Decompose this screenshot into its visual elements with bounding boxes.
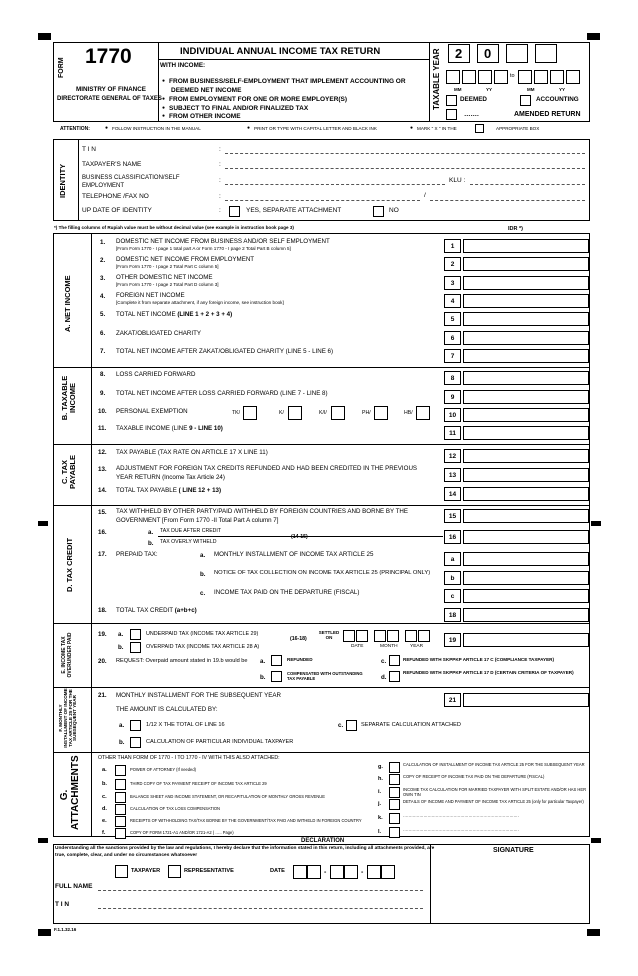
attachment-label: INCOME TAX CALCULATION FOR MARRIED TAXPAYER WITH SPLIT ESTATE AND/OR HAS HER OWN TIN [403, 787, 587, 797]
deemed-label: DEEMED [460, 96, 487, 103]
option-letter: b. [200, 571, 206, 578]
registration-mark [591, 521, 601, 526]
update-no-label: NO [389, 207, 399, 214]
line16a-label: TAX DUE AFTER CREDIT [160, 528, 222, 534]
attachment-letter: b. [102, 781, 107, 787]
amended-checkbox[interactable] [446, 109, 457, 120]
attachment-checkbox[interactable] [115, 816, 126, 827]
attachment-letter: h. [378, 776, 383, 782]
attachment-label: …………………………………………………………………………. [403, 813, 519, 818]
installment-c-checkbox[interactable] [346, 720, 357, 731]
income-bullet: ● FROM BUSINESS/SELF-EMPLOYMENT THAT IMPLEMENT ACCOUNTING OR [162, 79, 406, 86]
underpaid-checkbox[interactable] [130, 629, 141, 640]
section-tax-credit: D. TAX CREDIT [65, 537, 74, 592]
update-yes-label: YES, SEPARATE ATTACHMENT [246, 207, 342, 214]
attention-item: ● MARK " X " IN THE [410, 127, 457, 132]
attachment-letter: e. [102, 818, 107, 824]
line-number: 11. [98, 425, 107, 432]
declaration-text: Understanding all the sanctions provided by the law and regulations, I hereby declare that the information stated in this return, including all attachments provided, are [55, 846, 435, 851]
line-number-box: 18 [444, 608, 461, 622]
line-number-box: 13 [444, 468, 461, 482]
refund-17d-checkbox[interactable] [389, 671, 400, 682]
attachment-label: THIRD COPY OF TAX PAYMENT RECEIPT OF INCOME TAX ARTICLE 29 [130, 781, 267, 786]
line-number: 16. [98, 529, 107, 536]
line-number: 6. [100, 330, 106, 337]
date-separator: - [361, 869, 364, 876]
update-identity-label: UP DATE OF IDENTITY [82, 207, 152, 214]
year-digit-box[interactable] [506, 44, 528, 63]
line9-label: TOTAL NET INCOME AFTER LOSS CARRIED FORWARD (LINE 7 - LINE 8) [116, 390, 328, 397]
option-letter: a. [260, 658, 266, 665]
option-letter: a. [118, 631, 124, 638]
amount-field[interactable] [463, 608, 589, 622]
line-number-box: 11 [444, 426, 461, 440]
colon: : [219, 146, 221, 153]
telephone-field[interactable] [225, 200, 420, 201]
line-number-box: 14 [444, 487, 461, 501]
year-digit: 2 [455, 46, 463, 61]
telephone-label: TELEPHONE /FAX NO [82, 193, 149, 200]
line-number: 2. [100, 257, 106, 264]
attachment-label: CALCULATION OF TAX LOSS COMPENSATION [130, 806, 221, 811]
attachment-checkbox[interactable] [389, 762, 400, 773]
ptkp-label: TK/ [232, 410, 241, 416]
line11-formula: 9 - LINE 10) [189, 425, 223, 432]
attachment-letter: j. [378, 801, 382, 807]
attachment-letter: k. [378, 815, 383, 821]
settled-year-box[interactable] [405, 630, 417, 642]
ptkp-label: K/I/ [319, 410, 327, 416]
representative-checkbox[interactable] [168, 865, 181, 878]
line-number-box: 5 [444, 312, 461, 326]
line-number: 1. [100, 239, 106, 246]
line11-text: TAXABLE INCOME (LINE [116, 425, 190, 432]
attachment-checkbox[interactable] [389, 813, 400, 824]
ptkp-label: K/ [279, 410, 284, 416]
line-number-box: 3 [444, 276, 461, 290]
line18-formula: (a+b+c) [174, 607, 197, 614]
line13-sub: YEAR RETURN (Income Tax Article 24) [116, 474, 225, 481]
settled-date-box[interactable] [343, 630, 355, 642]
month-label: MONTH [380, 644, 398, 649]
line2-label: DOMESTIC NET INCOME FROM EMPLOYMENT [116, 256, 255, 263]
ptkp-box[interactable] [416, 406, 430, 420]
footer-code: F.1.1.32.16 [54, 927, 77, 932]
date-label: DATE [351, 644, 364, 649]
period-label: YY [559, 87, 566, 92]
line13-label: ADJUSTMENT FOR FOREIGN TAX CREDITS REFUNDED AND HAD BEEN CREDITED IN THE PREVIOUS [116, 465, 418, 472]
line-number-box: 7 [444, 349, 461, 363]
line-number: 13. [98, 466, 107, 473]
line21-label: MONTHLY INSTALLMENT FOR THE SUBSEQUENT YEAR [116, 692, 281, 699]
line-number: 8. [100, 371, 106, 378]
full-name-field[interactable] [98, 890, 423, 891]
option-letter: b. [260, 674, 266, 681]
section-attachments: G. ATTACHMENTS [59, 755, 81, 830]
attention-item: APPROPRIATE BOX [496, 126, 540, 131]
line16-formula: (14-15) [291, 534, 308, 540]
attachment-label: COPY OF FORM 1721-A1 AND/OR 1721-A2 ( ….. Page) [130, 830, 234, 835]
business-class-label: BUSINESS CLASSIFICATION/SELF EMPLOYMENT [82, 175, 180, 189]
attachment-letter: l. [378, 829, 382, 835]
refund-17c-label: REFUNDED WITH SKPPKP ARTICLE 17 C (COMPLIANCE TAXPAYER) [403, 657, 555, 662]
amended-label: AMENDED RETURN [514, 111, 581, 118]
year-digit: 0 [484, 46, 492, 61]
settled-month-box[interactable] [387, 630, 399, 642]
installment-b-label: CALCULATION OF PARTICULAR INDIVIDUAL TAXPAYER [146, 739, 294, 745]
taxpayer-name-label: TAXPAYER'S NAME [82, 161, 142, 168]
slash: / [424, 192, 426, 199]
update-no-checkbox[interactable] [373, 206, 384, 217]
line-number-box: 2 [444, 257, 461, 271]
ptkp-box[interactable] [288, 406, 302, 420]
date-label: DATE [270, 868, 285, 874]
line5-formula: (LINE 1 + 2 + 3 + 4) [177, 311, 233, 318]
date-separator: - [324, 869, 327, 876]
form-label: FORM [58, 57, 65, 78]
period-label: MM [527, 87, 535, 92]
amount-field[interactable] [463, 276, 589, 290]
attachment-label: …………………………………………………………………………. [403, 827, 519, 832]
line17c-label: INCOME TAX PAID ON THE DEPARTURE (FISCAL) [214, 589, 360, 596]
ministry-name: MINISTRY OF FINANCE [76, 86, 146, 93]
period-box[interactable] [566, 70, 580, 84]
line17-label: PREPAID TAX: [116, 551, 158, 558]
tin-label: T I N [82, 146, 96, 153]
update-yes-checkbox[interactable] [229, 206, 240, 217]
amount-field[interactable] [463, 571, 589, 585]
line2-sub: [From Form 1770 - I page 2 Total Part C column 5] [116, 264, 219, 269]
section-over-under-paid: E. INCOME TAX OVERUNDER PAID [61, 632, 73, 678]
line1-label: DOMESTIC NET INCOME FROM BUSINESS AND/OR SELF EMPLOYMENT [116, 238, 330, 245]
line-number-box: 16 [444, 530, 461, 544]
amount-field[interactable] [463, 312, 589, 326]
line-number: 20. [98, 658, 107, 665]
ptkp-box[interactable] [331, 406, 345, 420]
line-number-box: 10 [444, 408, 461, 422]
line-number: 4. [100, 293, 106, 300]
decl-date-box[interactable] [307, 865, 321, 879]
decl-month-box[interactable] [330, 865, 344, 879]
attachment-label: BALANCE SHEET AND INCOME STATEMENT, OR RECAPITULATION OF MONTHLY GROSS REVENUE [130, 794, 325, 799]
full-name-label: FULL NAME [55, 883, 93, 890]
attachment-checkbox[interactable] [389, 787, 400, 798]
line5-text: TOTAL NET INCOME [116, 311, 178, 318]
period-label: MM [454, 87, 462, 92]
amount-field[interactable] [463, 589, 589, 603]
example-checkbox [475, 124, 484, 133]
directorate-name: DIRECTORATE GENERAL OF TAXES [57, 96, 162, 102]
option-letter: c. [200, 590, 206, 597]
option-letter: a. [200, 552, 206, 559]
amount-field[interactable] [463, 349, 589, 363]
line-number-box: 12 [444, 449, 461, 463]
line-number-box: a [444, 552, 461, 566]
option-letter: a. [148, 529, 154, 536]
installment-b-checkbox[interactable] [130, 737, 141, 748]
line3-label: OTHER DOMESTIC NET INCOME [116, 274, 213, 281]
attachment-letter: i. [378, 789, 382, 795]
amount-field[interactable] [463, 693, 589, 707]
period-box[interactable] [550, 70, 564, 84]
klu-label: KLU : [449, 177, 466, 184]
attachment-letter: c. [102, 794, 107, 800]
page-title: INDIVIDUAL ANNUAL INCOME TAX RETURN [180, 46, 381, 57]
line-number: 3. [100, 275, 106, 282]
line14-text: TOTAL TAX PAYABLE [116, 487, 179, 494]
attachment-letter: d. [102, 806, 107, 812]
line19b-label: OVERPAID TAX (INCOME TAX ARTICLE 28 A) [146, 644, 260, 650]
line-number: 5. [100, 311, 106, 318]
colon: : [219, 177, 221, 184]
registration-mark [587, 929, 600, 936]
amount-field[interactable] [463, 633, 589, 647]
line-number-box: 15 [444, 509, 461, 523]
amount-field[interactable] [463, 530, 589, 544]
line7-label: TOTAL NET INCOME AFTER ZAKAT/OBLIGATED CHARITY (LINE 5 - LINE 6) [116, 348, 334, 355]
attachment-label: CALCULATION OF INSTALLMENT OF INCOME TAX ARTICLE 25 FOR THE SUBSEQUENT YEAR [403, 762, 585, 767]
line15-sub: GOVERNMENT [From Form 1770 -II Total Part A column 7] [116, 517, 279, 524]
ptkp-box[interactable] [243, 406, 257, 420]
attachment-checkbox[interactable] [389, 774, 400, 785]
amount-field[interactable] [463, 468, 589, 482]
line-number-box: 19 [444, 633, 461, 647]
period-box[interactable] [478, 70, 492, 84]
klu-field[interactable] [470, 184, 585, 185]
line-number-box: b [444, 571, 461, 585]
section-tax-payable: C. TAX PAYABLE [60, 455, 78, 489]
line-number: 19. [98, 631, 107, 638]
amount-field[interactable] [463, 239, 589, 253]
line3-sub: [From Form 1770 - I page 2 Total Part D column 3] [116, 282, 219, 287]
period-box[interactable] [518, 70, 532, 84]
declaration-title: DECLARATION [301, 838, 345, 844]
amount-field[interactable] [463, 294, 589, 308]
year-digit-box[interactable] [535, 44, 557, 63]
attachment-label: DETAILS OF INCOME AND PAYMENT OF INCOME TAX ARTICLE 25 (only for particular Taxpayer) [403, 799, 584, 804]
amount-field[interactable] [463, 509, 589, 523]
settled-date-box[interactable] [356, 630, 368, 642]
income-bullet: DEEMED NET INCOME [171, 87, 242, 94]
income-bullet: ● SUBJECT TO FINAL AND/OR FINALIZED TAX [162, 106, 308, 113]
ptkp-label: PH/ [362, 410, 371, 416]
ptkp-box[interactable] [374, 406, 388, 420]
line-number: 9. [100, 390, 106, 397]
attachment-label: POWER OF ATTORNEY (If needed) [130, 767, 196, 772]
idr-label: IDR *) [508, 226, 523, 232]
amount-field[interactable] [463, 449, 589, 463]
line17a-label: MONTHLY INSTALLMENT OF INCOME TAX ARTICLE 25 [214, 551, 374, 558]
income-bullet: ● FROM OTHER INCOME [162, 114, 241, 121]
decl-tin-label: T I N [55, 901, 70, 908]
line4-label: FOREIGN NET INCOME [116, 292, 185, 299]
line-number: 18. [98, 607, 107, 614]
period-label: YY [486, 87, 493, 92]
refund-17c-checkbox[interactable] [389, 655, 400, 666]
attention-label: ATTENTION: [60, 126, 90, 132]
registration-mark [38, 838, 48, 843]
line-number: 15. [98, 509, 107, 516]
business-class-field[interactable] [225, 184, 445, 185]
line-number-box: c [444, 589, 461, 603]
line11-label [116, 426, 223, 432]
colon: : [219, 161, 221, 168]
attachment-checkbox[interactable] [115, 792, 126, 803]
period-box[interactable] [534, 70, 548, 84]
period-box[interactable] [446, 70, 460, 84]
section-taxable-income: B. TAXABLE INCOME [60, 375, 78, 421]
line-number-box: 4 [444, 294, 461, 308]
attachments-intro: OTHER THAN FORM OF 1770 - I TO 1770 - IV WITH THIS ALSO ATTACHED: [98, 755, 280, 761]
line14-label [116, 488, 221, 494]
year-label: YEAR [410, 644, 424, 649]
accounting-checkbox[interactable] [520, 95, 531, 106]
option-letter: c. [338, 722, 344, 729]
registration-mark [587, 33, 600, 40]
line-number-box: 8 [444, 371, 461, 385]
refund-17d-label: REFUNDED WITH SKPPKP ARTICLE 17 D (CERTAIN CRITERIA OF TAXPAYER) [403, 670, 574, 675]
attachment-letter: g. [378, 764, 383, 770]
signature-label: SIGNATURE [493, 847, 534, 854]
registration-mark [591, 838, 601, 843]
line18-text: TOTAL TAX CREDIT [116, 607, 175, 614]
amount-field[interactable] [463, 487, 589, 501]
installment-a-checkbox[interactable] [130, 720, 141, 731]
installment-a-label: 1/12 X THE TOTAL OF LINE 16 [146, 722, 225, 728]
form-number: 1770 [85, 45, 132, 68]
tin-field[interactable] [225, 153, 585, 154]
line20-label: REQUEST: Overpaid amount stated in 19.b would be [116, 658, 248, 664]
line16b-label: TAX OVERLY WITHELD [160, 539, 217, 545]
colon: : [219, 207, 221, 214]
attention-item: ● FOLLOW INSTRUCTION IN THE MANUAL [105, 127, 201, 132]
line-number-box: 21 [444, 693, 461, 707]
attachment-checkbox[interactable] [115, 765, 126, 776]
line15-label: TAX WITHHELD BY OTHER PARTY/PAID /WITHHELD BY FOREIGN COUNTRIES AND BORNE BY THE [116, 508, 409, 515]
taxpayer-name-field[interactable] [225, 168, 585, 169]
amount-field[interactable] [463, 331, 589, 345]
line-number: 21. [98, 692, 107, 699]
attachment-letter: f. [102, 830, 106, 836]
period-box[interactable] [462, 70, 476, 84]
line21-sub: THE AMOUNT IS CALCULATED BY: [116, 706, 218, 713]
line14-formula: ( LINE 12 + 13) [178, 487, 222, 494]
option-letter: b. [119, 739, 125, 746]
amount-field[interactable] [463, 257, 589, 271]
colon: : [219, 193, 221, 200]
compensated-label: COMPENSATED WITH OUTSTANDING TAX PAYABLE [287, 671, 363, 682]
representative-label: REPRESENTATIVE [184, 868, 234, 874]
decl-month-box[interactable] [344, 865, 358, 879]
line19-formula: (16-18) [290, 636, 307, 642]
attachment-checkbox[interactable] [115, 804, 126, 815]
amount-field[interactable] [463, 390, 589, 404]
accounting-label: ACCOUNTING [536, 96, 579, 103]
line5-label [116, 312, 232, 318]
installment-c-label: SEPARATE CALCULATION ATTACHED [361, 722, 461, 728]
line8-label: LOSS CARRIED FORWARD [116, 371, 196, 378]
line-number-box: 9 [444, 390, 461, 404]
settled-on-label: SETTLED ON [318, 630, 340, 641]
compensated-checkbox[interactable] [271, 671, 282, 682]
fax-field[interactable] [430, 200, 585, 201]
line-number-box: 6 [444, 331, 461, 345]
attention-item: ● PRINT OR TYPE WITH CAPITAL LETTER AND BLACK INK [247, 127, 377, 132]
decl-year-box[interactable] [381, 865, 395, 879]
line12-label: TAX PAYABLE (TAX RATE ON ARTICLE 17 X LINE 11) [116, 449, 268, 456]
line-number: 14. [98, 487, 107, 494]
line17b-label: NOTICE OF TAX COLLECTION ON INCOME TAX ARTICLE 25 (PRINCIPAL ONLY) [214, 570, 431, 576]
income-bullet: ● FROM EMPLOYMENT FOR ONE OR MORE EMPLOYER(S) [162, 97, 347, 104]
option-letter: a. [119, 722, 125, 729]
line4-sub: [Complete it from separate attachment, if any foreign income, see instruction book] [116, 300, 284, 305]
line-number-box: 1 [444, 239, 461, 253]
attachment-letter: a. [102, 767, 107, 773]
decl-year-box[interactable] [367, 865, 381, 879]
line6-label: ZAKAT/OBLIGATED CHARITY [116, 330, 202, 337]
amount-field[interactable] [463, 552, 589, 566]
line18-label [116, 608, 197, 614]
option-letter: d. [381, 674, 387, 681]
amount-field[interactable] [463, 426, 589, 440]
registration-mark [38, 33, 51, 40]
line-number: 10. [98, 408, 107, 415]
line19a-label: UNDERPAID TAX (INCOME TAX ARTICLE 29) [146, 631, 259, 637]
settled-month-box[interactable] [374, 630, 386, 642]
overpaid-checkbox[interactable] [130, 642, 141, 653]
line-number: 17. [98, 551, 107, 558]
option-letter: c. [381, 658, 387, 665]
refunded-checkbox[interactable] [271, 655, 282, 666]
option-letter: b. [148, 540, 154, 547]
section-monthly-installment: F. MONTHLY INSTALLMENT OF INCOME TAX ARTICLE 25 FOR THE SUBSEQUENT YEAR [58, 688, 78, 748]
attachment-label: COPY OF RECEIPT OF INCOME TAX PAID ON THE DEPARTURE (FISCAL) [403, 774, 545, 779]
identity-section-label: IDENTITY [58, 163, 67, 198]
registration-mark [38, 929, 51, 936]
taxpayer-checkbox[interactable] [115, 865, 128, 878]
settled-year-box[interactable] [418, 630, 430, 642]
amended-dots: ……. [464, 111, 479, 118]
section-net-income: A. NET INCOME [63, 275, 72, 332]
line-number: 12. [98, 449, 107, 456]
rupiah-note: *) The filling columns of Rupiah value must be without decimal value (see example in instruction book page 3) [54, 225, 294, 230]
registration-mark [38, 521, 48, 526]
line1-sub: [From Form 1770 - I page 1 total part A or Form 1770 - I page 2 Total Part B column 5] [116, 246, 291, 251]
with-income-label: WITH INCOME: [160, 62, 206, 69]
declaration-text: true, complete, clear, and under no circumstances whatsoever [55, 853, 198, 858]
taxpayer-label: TAXPAYER [131, 868, 161, 874]
amount-field[interactable] [463, 408, 589, 422]
taxable-year-label: TAXABLE YEAR [432, 48, 441, 110]
decl-tin-field[interactable] [98, 908, 423, 909]
decl-date-box[interactable] [293, 865, 307, 879]
option-letter: b. [118, 644, 124, 651]
attachment-checkbox[interactable] [115, 779, 126, 790]
line-number: 7. [100, 348, 106, 355]
period-box[interactable] [494, 70, 508, 84]
period-to: to [510, 73, 515, 79]
deemed-checkbox[interactable] [446, 95, 457, 106]
attachment-checkbox[interactable] [389, 799, 400, 810]
line10-label: PERSONAL EXEMPTION [116, 408, 188, 415]
amount-field[interactable] [463, 371, 589, 385]
ptkp-label: HB/ [404, 410, 413, 416]
refunded-label: REFUNDED [287, 657, 313, 662]
attachment-label: RECEIPTS OF WITHHOLDING TAX/TAX BORNE BY THE GOVERNMENT/TAX PAID AND WITHELD IN FOREIGN COUNTRY [130, 818, 362, 823]
